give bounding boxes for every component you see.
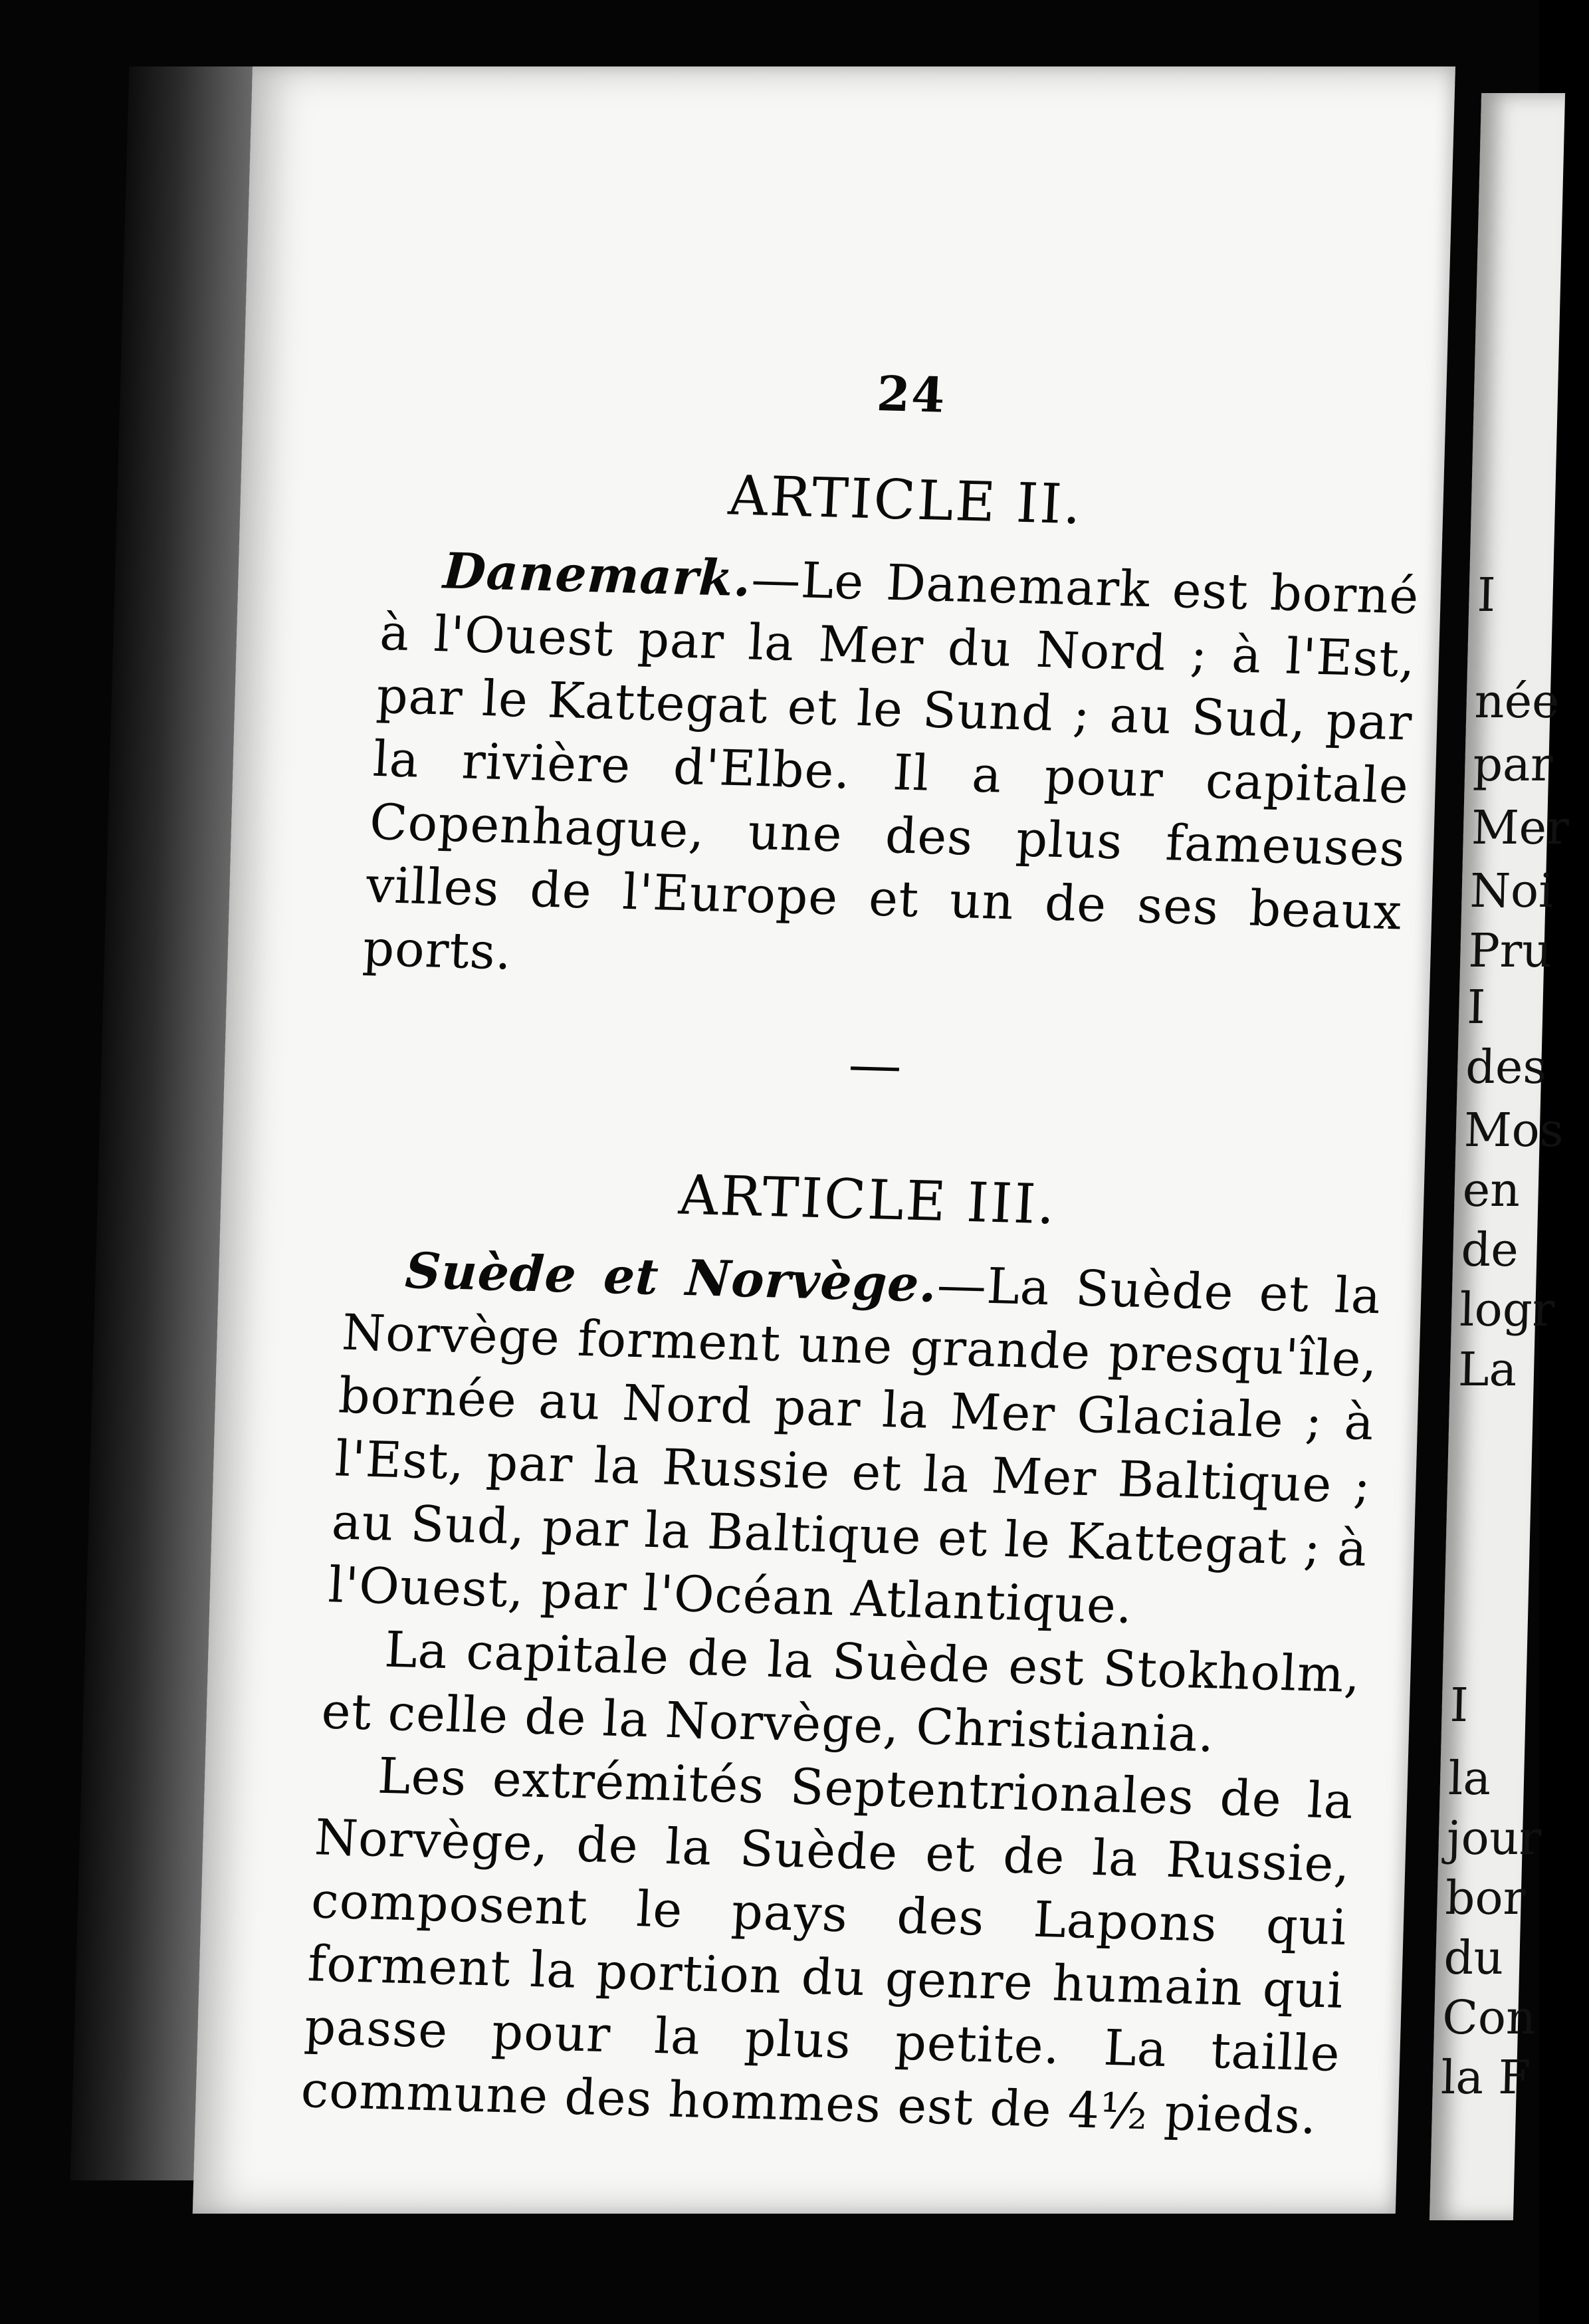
adjacent-page-edge — [1430, 93, 1570, 2220]
article-3-paragraph-1 — [327, 1238, 1383, 1644]
adjacent-page-fragment: Mos — [1463, 1103, 1564, 1157]
adjacent-page-fragment: bor — [1444, 1871, 1527, 1925]
article-2-paragraph-1 — [361, 538, 1420, 1008]
adjacent-page-fragment: des — [1465, 1040, 1548, 1094]
adjacent-page-fragment: en — [1461, 1163, 1521, 1217]
adjacent-page-fragment: de — [1460, 1222, 1519, 1277]
book-page — [193, 66, 1455, 2214]
adjacent-page-fragment: I — [1476, 568, 1497, 622]
adjacent-page-fragment: logr — [1459, 1282, 1556, 1337]
adjacent-page-fragment: La — [1457, 1342, 1518, 1397]
adjacent-page-fragment: Pru — [1467, 923, 1553, 978]
adjacent-page-fragment: par — [1472, 737, 1554, 792]
article-3-heading: ARTICLE III. — [677, 1163, 1059, 1237]
article-2-paragraph-1-text: —Le Danemark est borné à l'Ouest par la Mer du Nord ; à l'Est, par le Kattegat et le Sund ; au Sud, par la rivière d'Elbe. Il a pour capitale Copenhague, une des plus fameuses villes de l'Europe et un de ses beaux ports. — [361, 550, 1421, 981]
adjacent-page-fragment: la F — [1440, 2050, 1532, 2105]
adjacent-page-fragment: I — [1466, 980, 1487, 1034]
adjacent-page-fragment: la — [1447, 1751, 1492, 1805]
adjacent-page-fragment: Mer — [1471, 800, 1570, 855]
adjacent-page-fragment: jour — [1445, 1811, 1542, 1865]
article-2-heading: ARTICLE II. — [726, 464, 1085, 537]
article-3-lead: Suède et Norvège. — [403, 1242, 939, 1314]
adjacent-page-fragment: I — [1449, 1678, 1469, 1732]
section-separator: — — [847, 1032, 904, 1097]
article-2-lead: Danemark. — [441, 542, 753, 608]
adjacent-page-fragment: Con — [1441, 1990, 1537, 2045]
article-3-paragraph-3: Les extrémités Septentrionales de la Norvège, de la Suède et de la Russie, composent le pays des Lapons qui forment la portion du genre humain qui passe pour la plus petite. La taille commune des hommes est de 4½ pieds. — [299, 1747, 1356, 2146]
adjacent-page-fragment: née — [1473, 674, 1560, 729]
page-number: 24 — [875, 365, 948, 423]
adjacent-page-fragment: Noi — [1469, 864, 1554, 918]
article-3-paragraph-1-text: —La Suède et la Norvège forment une grande presqu'île, bornée au Nord par la Mer Glaciale ; à l'Est, par la Russie et la Mer Baltique ; au Sud, par la Baltique et le Kattegat ; à l'Ouest, par l'Océan Atlantique. — [326, 1256, 1383, 1635]
article-3-paragraph-2: La capitale de la Suède est Stokholm, et celle de la Norvège, Christiania. — [320, 1621, 1362, 1764]
adjacent-page-fragment: du — [1443, 1930, 1505, 1985]
page-text-block — [300, 266, 1435, 2149]
